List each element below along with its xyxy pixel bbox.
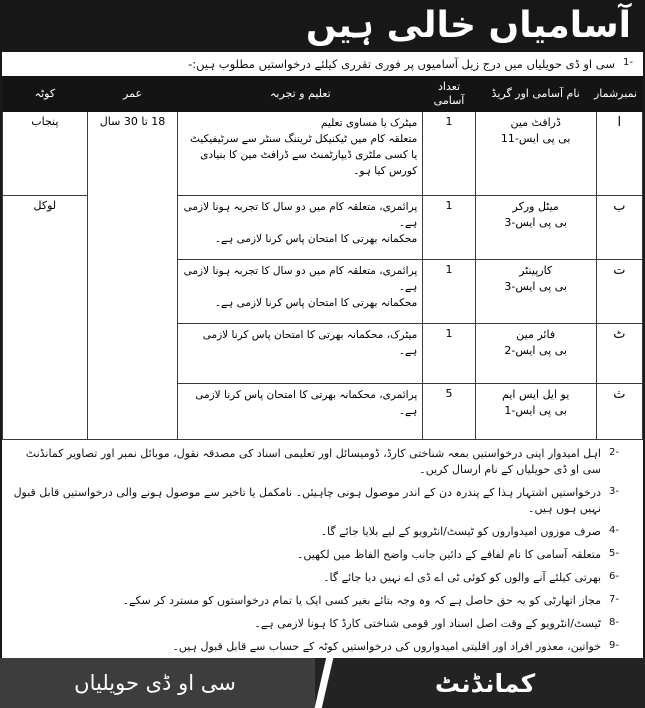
cell-quota: پنجاب [3,112,88,196]
post-grade: بی پی ایس-1 [504,404,567,417]
notes-list [2,440,643,658]
header-quota: کوٹہ [3,77,88,112]
cell-serial: ب [596,196,642,260]
post-title: یو ایل ایس ایم [502,388,570,401]
note-text: درخواستیں اشتہار ہذا کے پندرہ دن کے اندر موصول ہونی چاہیئں۔ نامکمل یا تاخیر سے موصول ہونے والی درخواستیں قابل قبول نہیں ہوں ہیں۔ [13,486,601,515]
cell-education [178,196,423,260]
note-number: 9- [609,640,619,651]
header-education: تعلیم و تجربہ [178,77,423,112]
page-banner [0,0,645,52]
cell-serial: ا [596,112,642,196]
cell-quantity: 1 [423,112,475,196]
cell-quota: لوکل [3,196,88,440]
note-number: 5- [609,548,619,559]
cell-education [178,384,423,440]
note-number: 4- [609,525,619,536]
post-title: کارپینٹر [519,264,553,277]
note-item [10,616,635,632]
note-number: 6- [609,571,619,582]
education-line: میٹرک، محکمانہ بھرتی کا امتحان پاس کرنا لازمی ہے۔ [202,329,418,357]
post-title: ڈرافٹ مین [510,116,561,129]
note-number: 7- [609,594,619,605]
post-title: میٹل ورکر [512,200,559,213]
post-grade: بی پی ایس-11 [500,132,571,145]
note-item [10,593,635,609]
page-footer [0,658,645,708]
post-title: فائر مین [516,328,556,341]
cell-education [178,260,423,324]
note-item [10,639,635,655]
note-item [10,524,635,540]
cell-education [178,324,423,384]
note-number: 2- [609,447,619,458]
education-line: پرائمری، متعلقہ کام میں دو سال کا تجربہ ہونا لازمی ہے۔ [183,265,418,293]
cell-education [178,112,423,196]
intro-text: سی او ڈی حویلیاں میں درج زیل آسامیوں پر فوری تقرری کیلئے درخواستیں مطلوب ہیں:- [188,57,616,71]
education-line: متعلقہ کام میں ٹیکنیکل ٹریننگ سنٹر سے سرٹیفیکیٹ یا کسی ملٹری ڈیپارٹمنٹ سے ڈرافٹ مین کا بنیادی کورس کیا ہو۔ [189,133,418,177]
cell-serial: ث [596,384,642,440]
cell-serial: ت [596,260,642,324]
education-line: پرائمری، محکمانہ بھرتی کا امتحان پاس کرنا لازمی ہے۔ [195,389,418,417]
education-line: محکمانہ بھرتی کا امتحان پاس کرنا لازمی ہے۔ [214,233,418,245]
note-item [10,485,635,517]
table-body [3,112,643,440]
content-frame [0,52,645,658]
post-grade: بی پی ایس-3 [504,216,567,229]
note-text: متعلقہ آسامی کا نام لفافے کے دائیں جانب واضح الفاظ میں لکھیں۔ [296,548,601,561]
note-text: صرف موزوں امیدواروں کو ٹیسٹ/انٹرویو کے لیے بلایا جائے گا۔ [320,525,601,538]
cell-age: 18 تا 30 سال [87,112,178,440]
table-header [3,77,643,112]
note-item [10,446,635,478]
header-quantity: تعداد آسامی [423,77,475,112]
cell-post [475,196,596,260]
intro-number: 1- [623,57,633,68]
intro-line [2,52,643,76]
header-age: عمر [87,77,178,112]
cell-quantity: 5 [423,384,475,440]
cell-quantity: 1 [423,196,475,260]
cell-post [475,324,596,384]
cell-post [475,260,596,324]
note-number: 3- [609,486,619,497]
post-grade: بی پی ایس-3 [504,280,567,293]
note-text: مجاز اتھارٹی کو یہ حق حاصل ہے کہ وہ وجہ بتائے بغیر کسی ایک یا تمام درخواستوں کو مسترد کر سکے۔ [122,594,601,607]
cell-serial: ٹ [596,324,642,384]
cell-quantity: 1 [423,260,475,324]
note-text: اہل امیدوار اپنی درخواستیں بمعہ شناختی کارڈ، ڈومیسائل اور تعلیمی اسناد کی مصدقہ نقول، موبائل نمبر اور تصاویر کمانڈنٹ سی او ڈی حویلیاں کے نام ارسال کریں۔ [25,447,601,476]
header-serial: نمبرشمار [596,77,642,112]
table-row [3,112,643,196]
education-line: محکمانہ بھرتی کا امتحان پاس کرنا لازمی ہے۔ [214,297,418,309]
post-grade: بی پی ایس-2 [504,344,567,357]
note-text: خواتین، معذور افراد اور اقلیتی امیدواروں کی درخواستیں کوٹہ کے حساب سے قابل قبول ہیں۔ [172,640,601,653]
footer-commandant: کمانڈنٹ [434,668,536,698]
footer-unit-name: سی او ڈی حویلیاں [74,671,236,695]
table-header-row [3,77,643,112]
cell-quantity: 1 [423,324,475,384]
header-post: نام آسامی اور گریڈ [475,77,596,112]
note-item [10,547,635,563]
education-line: میٹرک یا مساوی تعلیم [320,117,418,129]
cell-post [475,112,596,196]
note-item [10,570,635,586]
page-title: آسامیاں خالی ہیں [305,5,631,46]
note-number: 8- [609,617,619,628]
cell-post [475,384,596,440]
education-line: پرائمری، متعلقہ کام میں دو سال کا تجربہ ہونا لازمی ہے۔ [183,201,418,229]
note-text: بھرتی کیلئے آنے والوں کو کوئی ٹی اے ڈی اے نہیں دیا جائے گا۔ [323,571,601,584]
note-text: ٹیسٹ/انٹرویو کے وقت اصل اسناد اور قومی شناختی کارڈ کا ہونا لازمی ہے۔ [254,617,601,630]
vacancies-table [2,76,643,440]
